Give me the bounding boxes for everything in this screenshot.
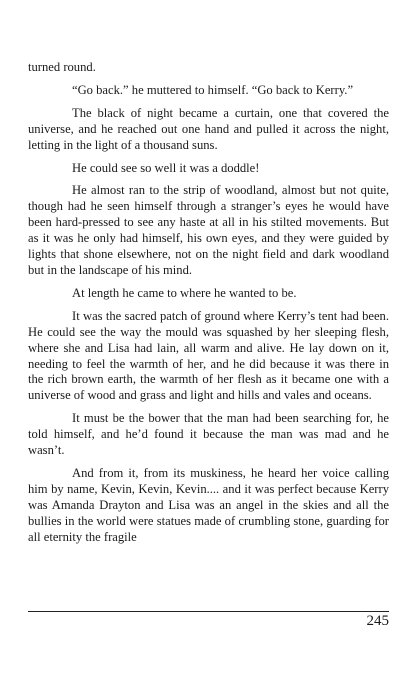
paragraph: He almost ran to the strip of woodland, almost but not quite, though had he seen himself through a stranger’s eyes he would have been hard-pressed to see any haste at all in his stilted movements. But as it was he only had himself, his own eyes, and they were guided by lights that shone elsewhere, not on the night field and dark woodland but in the landscape of his mind. [28, 183, 389, 277]
paragraph: At length he came to where he wanted to be. [72, 285, 297, 300]
paragraph: turned round. [28, 60, 96, 74]
paragraph: “Go back.” he muttered to himself. “Go back to Kerry.” [72, 82, 354, 97]
footer-rule [28, 611, 389, 612]
paragraph: It must be the bower that the man had been searching for, he told himself, and he’d found it because the man was mad and he wasn’t. [28, 411, 389, 458]
paragraph: It was the sacred patch of ground where Kerry’s tent had been. He could see the way the mould was squashed by her sleeping flesh, where she and Lisa had lain, all warm and alive. He lay down on it, needing to feel the warmth of her, and he did because it was there in the rich brown earth, the warmth of her flesh as it became one with a universe of wood and grass and light and hills and vales and oceans. [28, 308, 389, 403]
page-number: 245 [366, 613, 389, 629]
page-body [28, 60, 389, 552]
paragraph: And from it, from its muskiness, he heard her voice calling him by name, Kevin, Kevin, Kevin.... and it was perfect because Kerry was Amanda Drayton and Lisa was an angel in the skies and all the bullies in the world were statues made of crumbling stone, guarding for all eternity the fragile [28, 465, 389, 544]
paragraph: He could see so well it was a doddle! [72, 160, 260, 175]
paragraph: The black of night became a curtain, one that covered the universe, and he reached out one hand and pulled it across the night, letting in the light of a thousand suns. [28, 105, 389, 152]
